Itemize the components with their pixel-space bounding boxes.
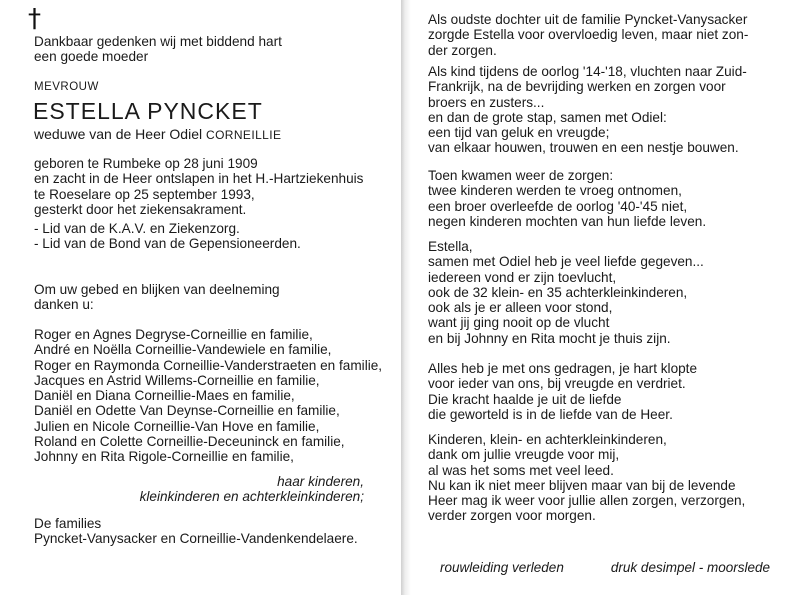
list-item: Daniël en Odette Van Deynse-Corneillie en familie,: [34, 403, 340, 419]
closing-families: De families Pyncket-Vanysacker en Corneillie-Vandenkendelaere.: [34, 516, 358, 547]
thanks-text: Om uw gebed en blijken van deelneming danken u:: [34, 282, 280, 313]
list-item: Roger en Raymonda Corneillie-Vanderstraeten en familie,: [34, 357, 383, 373]
list-item: Julien en Nicole Corneillie-Van Hove en familie,: [34, 418, 320, 434]
footer-funeral-director: rouwleiding verleden: [440, 560, 564, 575]
stanza-2: Als kind tijdens de oorlog '14-'18, vluchten naar Zuid- Frankrijk, na de bevrijding werken en zorgen voor broers en zusters... en dan de grote stap, samen met Odiel: een tijd van geluk en vreugde; van elkaar houwen, trouwen en een nestje bouwen.: [428, 64, 747, 156]
list-item: Roland en Colette Corneillie-Deceuninck en familie,: [34, 434, 345, 450]
stanza-6: Kinderen, klein- en achterkleinkinderen, dank om jullie vreugde voor mij, al was het soms met veel leed. Nu kan ik niet meer blijven maar van bij de levende Heer mag ik weer voor jullie allen zorgen, verzorgen, verder zorgen voor morgen.: [428, 432, 746, 524]
children-note: haar kinderen, kleinkinderen en achterkleinkinderen;: [139, 474, 364, 505]
intro-text: Dankbaar gedenken wij met biddend hart een goede moeder: [34, 34, 282, 65]
list-item: Johnny en Rita Rigole-Corneillie en familie,: [34, 449, 294, 465]
right-page: [400, 0, 800, 595]
stanza-5: Alles heb je met ons gedragen, je hart klopte voor ieder van ons, bij vreugde en verdriet. Die kracht haalde je uit de liefde die geworteld is in de liefde van de Heer.: [428, 361, 698, 422]
memberships: - Lid van de K.A.V. en Ziekenzorg. - Lid van de Bond van de Gepensioneerden.: [34, 221, 301, 252]
family-list: [34, 327, 382, 465]
stanza-4: Estella, samen met Odiel heb je veel liefde gegeven... iedereen vond er zijn toevlucht, ook de 32 klein- en 35 achterkleinkinderen, ook als je er alleen voor stond, want jij ging nooit op de vlucht en bij Johnny en Rita mocht je thuis zijn.: [428, 239, 704, 346]
stanza-1: Als oudste dochter uit de familie Pyncket-Vanysacker zorgde Estella voor overvloedig leven, maar niet zon- der zorgen.: [428, 12, 749, 58]
stanza-3: Toen kwamen weer de zorgen: twee kinderen werden te vroeg ontnomen, een broer overleefde de oorlog '40-'45 niet, negen kinderen mochten van hun liefde leven.: [428, 168, 707, 229]
list-item: Jacques en Astrid Willems-Corneillie en familie,: [34, 372, 320, 388]
title-mevrouw: MEVROUW: [34, 81, 99, 93]
list-item: Roger en Agnes Degryse-Corneillie en familie,: [34, 327, 313, 342]
list-item: Daniël en Diana Corneillie-Maes en familie,: [34, 388, 295, 404]
footer-printer: druk desimpel - moorslede: [610, 560, 770, 575]
list-item: André en Noëlla Corneillie-Vandewiele en familie,: [34, 342, 332, 358]
cross-icon: †: [28, 4, 41, 34]
widow-line: weduwe van de Heer Odiel CORNEILLIE: [34, 126, 282, 142]
deceased-name: ESTELLA PYNCKET: [33, 98, 263, 124]
birth-death-details: geboren te Rumbeke op 28 juni 1909 en zacht in de Heer ontslapen in het H.-Hartziekenhuis te Roeselare op 25 september 1993, gesterkt door het ziekensakrament.: [34, 156, 364, 217]
